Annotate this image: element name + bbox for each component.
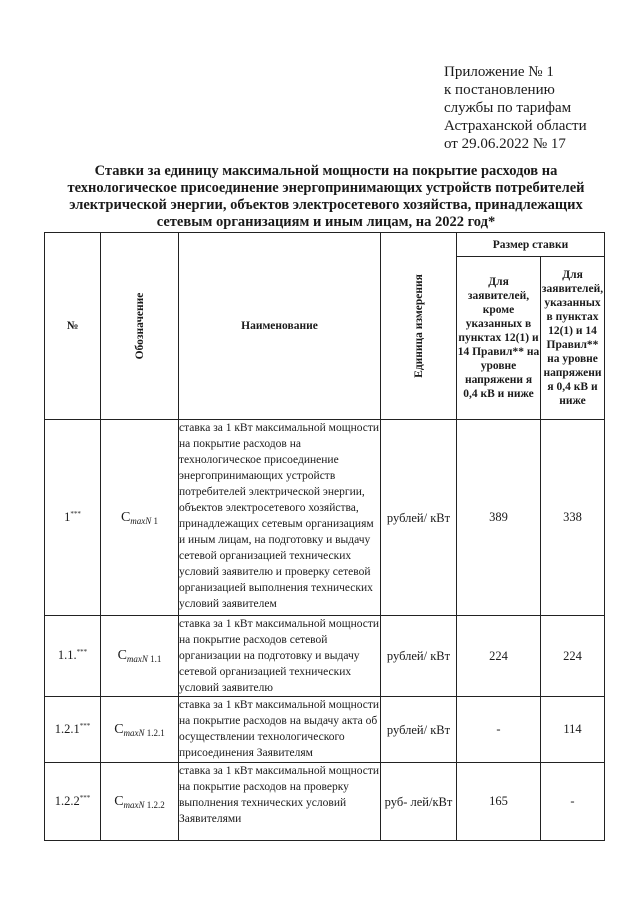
row-value-b: 338 [541,420,605,616]
appendix-line: службы по тарифам [444,100,572,116]
row-designation: $C_{maxN}$ $_{1.2.2}$ [101,763,179,841]
row-value-a: 224 [457,616,541,697]
row-num: 1.2.2*** [45,763,101,841]
header-num: № [45,233,101,420]
row-value-a: 389 [457,420,541,616]
document-title [40,163,612,231]
table-row [45,697,605,763]
title-line: электрической энергии, объектов электросетевого хозяйства, принадлежащих [69,197,583,213]
appendix-line: Приложение № 1 [444,64,554,80]
title-line: сетевым организациям и иным лицам, на 2022 год* [156,214,496,230]
rates-table [44,232,605,841]
row-value-a: 165 [457,763,541,841]
row-value-b: 114 [541,697,605,763]
header-unit [381,233,457,420]
row-value-a: - [457,697,541,763]
header-designation [101,233,179,420]
header-name: Наименование [179,233,381,420]
row-num: 1.2.1*** [45,697,101,763]
row-designation: $C_{maxN}$ $_{1.2.1}$ [101,697,179,763]
appendix-line: к постановлению [444,82,555,98]
row-description: ставка за 1 кВт максимальной мощности на покрытие расходов на технологическое присоединение энергопринимающих устройств потребителей электрической энергии, объектов электросетевого хозяйства, принадлежащих сетевым организациям и иным лицам, на подготовку и выдачу сетевой организацией технических условий заявителю и проверку сетевой организацией выполнения технических условий заявителем [179,420,381,616]
title-line: Ставки за единицу максимальной мощности на покрытие расходов на [94,163,558,179]
row-value-b: - [541,763,605,841]
table-row [45,763,605,841]
row-value-b: 224 [541,616,605,697]
header-col-b: Для заявителей, указанных в пунктах 12(1) и 14 Правил** на уровне напряжени я 0,4 кВ и ниже [541,257,605,420]
row-unit: руб- лей/кВт [381,763,457,841]
row-description: ставка за 1 кВт максимальной мощности на покрытие расходов на проверку выполнения технических условий Заявителями [179,763,381,841]
row-num: 1.1.*** [45,616,101,697]
appendix-line: от 29.06.2022 № 17 [444,136,566,152]
row-designation: $C_{maxN}$ $_1$ [101,420,179,616]
header-rate-size: Размер ставки [457,233,605,257]
row-description: ставка за 1 кВт максимальной мощности на покрытие расходов на выдачу акта об осуществлении технологического присоединения Заявителям [179,697,381,763]
table-row [45,420,605,616]
row-unit: рублей/ кВт [381,420,457,616]
header-col-a: Для заявителей, кроме указанных в пунктах 12(1) и 14 Правил** на уровне напряжени я 0,4 кВ и ниже [457,257,541,420]
table-row [45,616,605,697]
row-designation: $C_{maxN}$ $_{1.1}$ [101,616,179,697]
appendix-block [444,63,587,153]
title-line: технологическое присоединение энергопринимающих устройств потребителей [67,180,585,196]
header-designation-label: Обозначение [133,292,146,360]
row-unit: рублей/ кВт [381,697,457,763]
appendix-line: Астраханской области [444,118,587,134]
row-description: ставка за 1 кВт максимальной мощности на покрытие расходов сетевой организации на подготовку и выдачу сетевой организацией технических условий заявителю [179,616,381,697]
header-unit-label: Единица измерения [412,274,425,378]
row-num: 1*** [45,420,101,616]
row-unit: рублей/ кВт [381,616,457,697]
